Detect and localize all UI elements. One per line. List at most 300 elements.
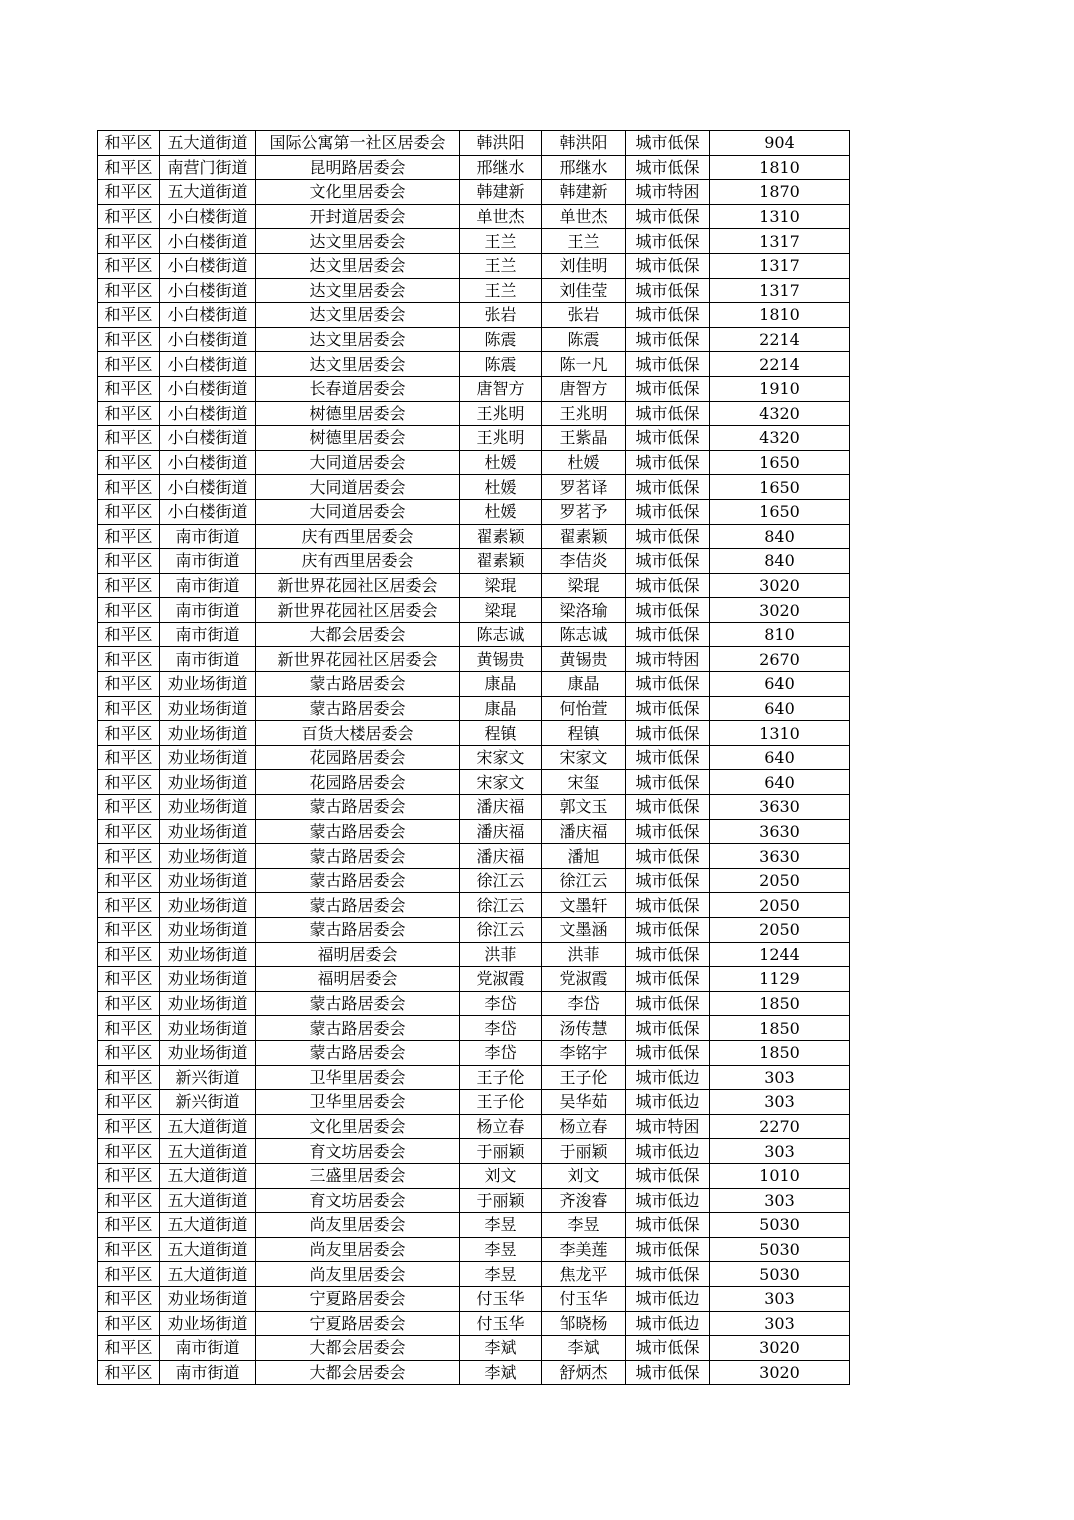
street-cell: 劝业场街道 [160, 991, 256, 1016]
committee-cell: 新世界花园社区居委会 [256, 598, 460, 623]
committee-cell: 达文里居委会 [256, 253, 460, 278]
category-cell: 城市低边 [626, 1090, 710, 1115]
committee-cell: 达文里居委会 [256, 229, 460, 254]
committee-cell: 达文里居委会 [256, 278, 460, 303]
category-cell: 城市低保 [626, 868, 710, 893]
district-cell: 和平区 [98, 426, 160, 451]
committee-cell: 达文里居委会 [256, 352, 460, 377]
table-row [98, 1040, 850, 1065]
category-cell: 城市低保 [626, 229, 710, 254]
member-cell: 王兆明 [542, 401, 626, 426]
category-cell: 城市低保 [626, 598, 710, 623]
member-cell: 康晶 [542, 672, 626, 697]
category-cell: 城市低保 [626, 499, 710, 524]
committee-cell: 新世界花园社区居委会 [256, 573, 460, 598]
amount-cell: 1310 [710, 204, 850, 229]
committee-cell: 昆明路居委会 [256, 155, 460, 180]
committee-cell: 新世界花园社区居委会 [256, 647, 460, 672]
table-row [98, 918, 850, 943]
amount-cell: 810 [710, 622, 850, 647]
records-table [97, 130, 850, 1385]
district-cell: 和平区 [98, 204, 160, 229]
applicant-cell: 于丽颖 [460, 1188, 542, 1213]
table-row [98, 229, 850, 254]
applicant-cell: 杜媛 [460, 450, 542, 475]
amount-cell: 303 [710, 1065, 850, 1090]
committee-cell: 长春道居委会 [256, 376, 460, 401]
applicant-cell: 李岱 [460, 1016, 542, 1041]
district-cell: 和平区 [98, 1237, 160, 1262]
district-cell: 和平区 [98, 1040, 160, 1065]
district-cell: 和平区 [98, 303, 160, 328]
street-cell: 劝业场街道 [160, 770, 256, 795]
table-row [98, 278, 850, 303]
amount-cell: 1317 [710, 229, 850, 254]
street-cell: 劝业场街道 [160, 1286, 256, 1311]
applicant-cell: 付玉华 [460, 1311, 542, 1336]
amount-cell: 1650 [710, 475, 850, 500]
category-cell: 城市低保 [626, 573, 710, 598]
street-cell: 劝业场街道 [160, 967, 256, 992]
table-row [98, 155, 850, 180]
amount-cell: 2270 [710, 1114, 850, 1139]
table-row [98, 426, 850, 451]
street-cell: 劝业场街道 [160, 721, 256, 746]
category-cell: 城市低保 [626, 819, 710, 844]
street-cell: 劝业场街道 [160, 1016, 256, 1041]
table-row [98, 721, 850, 746]
amount-cell: 1317 [710, 278, 850, 303]
committee-cell: 育文坊居委会 [256, 1188, 460, 1213]
amount-cell: 3020 [710, 598, 850, 623]
amount-cell: 3020 [710, 1336, 850, 1361]
committee-cell: 树德里居委会 [256, 426, 460, 451]
member-cell: 韩建新 [542, 180, 626, 205]
applicant-cell: 潘庆福 [460, 844, 542, 869]
table-body [98, 131, 850, 1385]
district-cell: 和平区 [98, 696, 160, 721]
table-row [98, 1139, 850, 1164]
amount-cell: 640 [710, 770, 850, 795]
district-cell: 和平区 [98, 967, 160, 992]
table-row [98, 1286, 850, 1311]
amount-cell: 1910 [710, 376, 850, 401]
member-cell: 吴华茹 [542, 1090, 626, 1115]
amount-cell: 1010 [710, 1163, 850, 1188]
category-cell: 城市低保 [626, 1336, 710, 1361]
applicant-cell: 王兰 [460, 253, 542, 278]
applicant-cell: 梁琨 [460, 573, 542, 598]
applicant-cell: 洪菲 [460, 942, 542, 967]
street-cell: 新兴街道 [160, 1090, 256, 1115]
member-cell: 于丽颖 [542, 1139, 626, 1164]
street-cell: 新兴街道 [160, 1065, 256, 1090]
committee-cell: 宁夏路居委会 [256, 1286, 460, 1311]
applicant-cell: 李斌 [460, 1360, 542, 1385]
street-cell: 劝业场街道 [160, 819, 256, 844]
table-row [98, 696, 850, 721]
street-cell: 小白楼街道 [160, 253, 256, 278]
member-cell: 罗茗译 [542, 475, 626, 500]
applicant-cell: 李斌 [460, 1336, 542, 1361]
table-row [98, 647, 850, 672]
member-cell: 文墨涵 [542, 918, 626, 943]
category-cell: 城市低保 [626, 1262, 710, 1287]
district-cell: 和平区 [98, 1016, 160, 1041]
applicant-cell: 宋家文 [460, 745, 542, 770]
table-row [98, 352, 850, 377]
street-cell: 劝业场街道 [160, 795, 256, 820]
committee-cell: 蒙古路居委会 [256, 844, 460, 869]
amount-cell: 640 [710, 745, 850, 770]
district-cell: 和平区 [98, 672, 160, 697]
table-row [98, 131, 850, 156]
amount-cell: 1650 [710, 450, 850, 475]
category-cell: 城市低保 [626, 549, 710, 574]
street-cell: 劝业场街道 [160, 893, 256, 918]
street-cell: 小白楼街道 [160, 475, 256, 500]
table-row [98, 1237, 850, 1262]
member-cell: 单世杰 [542, 204, 626, 229]
applicant-cell: 党淑霞 [460, 967, 542, 992]
committee-cell: 达文里居委会 [256, 327, 460, 352]
member-cell: 洪菲 [542, 942, 626, 967]
member-cell: 刘佳莹 [542, 278, 626, 303]
street-cell: 小白楼街道 [160, 229, 256, 254]
committee-cell: 大都会居委会 [256, 1360, 460, 1385]
amount-cell: 4320 [710, 426, 850, 451]
street-cell: 南市街道 [160, 549, 256, 574]
table-row [98, 1163, 850, 1188]
street-cell: 南市街道 [160, 647, 256, 672]
category-cell: 城市低保 [626, 204, 710, 229]
member-cell: 韩洪阳 [542, 131, 626, 156]
table-row [98, 253, 850, 278]
committee-cell: 大都会居委会 [256, 1336, 460, 1361]
applicant-cell: 王子伦 [460, 1065, 542, 1090]
applicant-cell: 付玉华 [460, 1286, 542, 1311]
amount-cell: 3630 [710, 844, 850, 869]
committee-cell: 蒙古路居委会 [256, 672, 460, 697]
member-cell: 汤传慧 [542, 1016, 626, 1041]
applicant-cell: 潘庆福 [460, 795, 542, 820]
applicant-cell: 徐江云 [460, 868, 542, 893]
district-cell: 和平区 [98, 573, 160, 598]
street-cell: 小白楼街道 [160, 499, 256, 524]
district-cell: 和平区 [98, 868, 160, 893]
category-cell: 城市低保 [626, 524, 710, 549]
committee-cell: 福明居委会 [256, 967, 460, 992]
category-cell: 城市低保 [626, 1016, 710, 1041]
street-cell: 五大道街道 [160, 1188, 256, 1213]
table-row [98, 991, 850, 1016]
table-row [98, 1336, 850, 1361]
amount-cell: 1310 [710, 721, 850, 746]
applicant-cell: 单世杰 [460, 204, 542, 229]
table-row [98, 622, 850, 647]
district-cell: 和平区 [98, 1065, 160, 1090]
member-cell: 郭文玉 [542, 795, 626, 820]
street-cell: 五大道街道 [160, 1213, 256, 1238]
category-cell: 城市低保 [626, 376, 710, 401]
member-cell: 唐智方 [542, 376, 626, 401]
district-cell: 和平区 [98, 844, 160, 869]
street-cell: 劝业场街道 [160, 1311, 256, 1336]
table-row [98, 819, 850, 844]
committee-cell: 育文坊居委会 [256, 1139, 460, 1164]
table-row [98, 1114, 850, 1139]
category-cell: 城市低保 [626, 795, 710, 820]
member-cell: 宋玺 [542, 770, 626, 795]
member-cell: 陈震 [542, 327, 626, 352]
district-cell: 和平区 [98, 180, 160, 205]
member-cell: 焦龙平 [542, 1262, 626, 1287]
table-row [98, 376, 850, 401]
committee-cell: 蒙古路居委会 [256, 868, 460, 893]
applicant-cell: 王子伦 [460, 1090, 542, 1115]
category-cell: 城市低保 [626, 918, 710, 943]
table-row [98, 942, 850, 967]
category-cell: 城市低保 [626, 475, 710, 500]
table-row [98, 844, 850, 869]
applicant-cell: 徐江云 [460, 918, 542, 943]
table-row [98, 450, 850, 475]
district-cell: 和平区 [98, 352, 160, 377]
category-cell: 城市低保 [626, 253, 710, 278]
street-cell: 劝业场街道 [160, 942, 256, 967]
committee-cell: 尚友里居委会 [256, 1213, 460, 1238]
amount-cell: 5030 [710, 1213, 850, 1238]
category-cell: 城市低保 [626, 303, 710, 328]
category-cell: 城市低保 [626, 327, 710, 352]
amount-cell: 5030 [710, 1237, 850, 1262]
applicant-cell: 潘庆福 [460, 819, 542, 844]
member-cell: 宋家文 [542, 745, 626, 770]
category-cell: 城市低保 [626, 1213, 710, 1238]
member-cell: 李美莲 [542, 1237, 626, 1262]
committee-cell: 大同道居委会 [256, 475, 460, 500]
category-cell: 城市低边 [626, 1286, 710, 1311]
member-cell: 杨立春 [542, 1114, 626, 1139]
applicant-cell: 韩建新 [460, 180, 542, 205]
district-cell: 和平区 [98, 893, 160, 918]
member-cell: 付玉华 [542, 1286, 626, 1311]
committee-cell: 庆有西里居委会 [256, 549, 460, 574]
applicant-cell: 陈震 [460, 327, 542, 352]
street-cell: 五大道街道 [160, 1237, 256, 1262]
district-cell: 和平区 [98, 721, 160, 746]
applicant-cell: 康晶 [460, 672, 542, 697]
committee-cell: 百货大楼居委会 [256, 721, 460, 746]
category-cell: 城市低保 [626, 622, 710, 647]
committee-cell: 蒙古路居委会 [256, 819, 460, 844]
table-row [98, 1090, 850, 1115]
amount-cell: 640 [710, 696, 850, 721]
committee-cell: 蒙古路居委会 [256, 991, 460, 1016]
street-cell: 劝业场街道 [160, 868, 256, 893]
amount-cell: 3630 [710, 819, 850, 844]
member-cell: 王紫晶 [542, 426, 626, 451]
district-cell: 和平区 [98, 598, 160, 623]
member-cell: 张岩 [542, 303, 626, 328]
applicant-cell: 张岩 [460, 303, 542, 328]
district-cell: 和平区 [98, 499, 160, 524]
district-cell: 和平区 [98, 376, 160, 401]
district-cell: 和平区 [98, 745, 160, 770]
amount-cell: 303 [710, 1188, 850, 1213]
street-cell: 南市街道 [160, 573, 256, 598]
applicant-cell: 李岱 [460, 1040, 542, 1065]
category-cell: 城市低保 [626, 745, 710, 770]
street-cell: 小白楼街道 [160, 376, 256, 401]
amount-cell: 2670 [710, 647, 850, 672]
amount-cell: 1850 [710, 1016, 850, 1041]
member-cell: 李斌 [542, 1336, 626, 1361]
table-row [98, 499, 850, 524]
applicant-cell: 杜媛 [460, 475, 542, 500]
district-cell: 和平区 [98, 549, 160, 574]
amount-cell: 1810 [710, 155, 850, 180]
applicant-cell: 李昱 [460, 1237, 542, 1262]
applicant-cell: 邢继水 [460, 155, 542, 180]
table-row [98, 1262, 850, 1287]
category-cell: 城市低保 [626, 401, 710, 426]
amount-cell: 1317 [710, 253, 850, 278]
applicant-cell: 李昱 [460, 1213, 542, 1238]
applicant-cell: 王兰 [460, 229, 542, 254]
amount-cell: 3020 [710, 573, 850, 598]
table-row [98, 745, 850, 770]
amount-cell: 1850 [710, 1040, 850, 1065]
table-row [98, 204, 850, 229]
committee-cell: 大同道居委会 [256, 450, 460, 475]
category-cell: 城市低保 [626, 450, 710, 475]
committee-cell: 尚友里居委会 [256, 1262, 460, 1287]
amount-cell: 303 [710, 1139, 850, 1164]
table-row [98, 303, 850, 328]
street-cell: 南营门街道 [160, 155, 256, 180]
amount-cell: 1850 [710, 991, 850, 1016]
table-row [98, 327, 850, 352]
member-cell: 杜媛 [542, 450, 626, 475]
member-cell: 徐江云 [542, 868, 626, 893]
table-row [98, 1311, 850, 1336]
district-cell: 和平区 [98, 770, 160, 795]
committee-cell: 蒙古路居委会 [256, 696, 460, 721]
committee-cell: 福明居委会 [256, 942, 460, 967]
amount-cell: 1870 [710, 180, 850, 205]
committee-cell: 三盛里居委会 [256, 1163, 460, 1188]
applicant-cell: 刘文 [460, 1163, 542, 1188]
street-cell: 南市街道 [160, 1336, 256, 1361]
category-cell: 城市低保 [626, 721, 710, 746]
category-cell: 城市低保 [626, 1040, 710, 1065]
district-cell: 和平区 [98, 1114, 160, 1139]
street-cell: 小白楼街道 [160, 278, 256, 303]
district-cell: 和平区 [98, 131, 160, 156]
applicant-cell: 李昱 [460, 1262, 542, 1287]
member-cell: 李佶炎 [542, 549, 626, 574]
amount-cell: 3630 [710, 795, 850, 820]
table-row [98, 770, 850, 795]
district-cell: 和平区 [98, 1213, 160, 1238]
committee-cell: 国际公寓第一社区居委会 [256, 131, 460, 156]
category-cell: 城市特困 [626, 180, 710, 205]
applicant-cell: 韩洪阳 [460, 131, 542, 156]
street-cell: 南市街道 [160, 524, 256, 549]
applicant-cell: 陈震 [460, 352, 542, 377]
street-cell: 南市街道 [160, 622, 256, 647]
street-cell: 小白楼街道 [160, 426, 256, 451]
district-cell: 和平区 [98, 1188, 160, 1213]
amount-cell: 2050 [710, 868, 850, 893]
category-cell: 城市低保 [626, 1237, 710, 1262]
amount-cell: 1650 [710, 499, 850, 524]
member-cell: 邢继水 [542, 155, 626, 180]
table-row [98, 475, 850, 500]
category-cell: 城市低边 [626, 1139, 710, 1164]
district-cell: 和平区 [98, 278, 160, 303]
category-cell: 城市低保 [626, 672, 710, 697]
amount-cell: 303 [710, 1286, 850, 1311]
applicant-cell: 杨立春 [460, 1114, 542, 1139]
member-cell: 邹晓杨 [542, 1311, 626, 1336]
street-cell: 南市街道 [160, 1360, 256, 1385]
member-cell: 翟素颖 [542, 524, 626, 549]
category-cell: 城市特困 [626, 647, 710, 672]
street-cell: 南市街道 [160, 598, 256, 623]
member-cell: 潘旭 [542, 844, 626, 869]
amount-cell: 1244 [710, 942, 850, 967]
committee-cell: 蒙古路居委会 [256, 918, 460, 943]
committee-cell: 开封道居委会 [256, 204, 460, 229]
committee-cell: 文化里居委会 [256, 180, 460, 205]
district-cell: 和平区 [98, 450, 160, 475]
applicant-cell: 翟素颖 [460, 524, 542, 549]
amount-cell: 4320 [710, 401, 850, 426]
amount-cell: 1129 [710, 967, 850, 992]
applicant-cell: 杜媛 [460, 499, 542, 524]
category-cell: 城市低边 [626, 1188, 710, 1213]
applicant-cell: 王兆明 [460, 426, 542, 451]
street-cell: 小白楼街道 [160, 450, 256, 475]
committee-cell: 文化里居委会 [256, 1114, 460, 1139]
table-row [98, 893, 850, 918]
district-cell: 和平区 [98, 1262, 160, 1287]
district-cell: 和平区 [98, 1090, 160, 1115]
category-cell: 城市低保 [626, 893, 710, 918]
committee-cell: 树德里居委会 [256, 401, 460, 426]
street-cell: 小白楼街道 [160, 352, 256, 377]
table-row [98, 1360, 850, 1385]
member-cell: 李岱 [542, 991, 626, 1016]
table-row [98, 1065, 850, 1090]
district-cell: 和平区 [98, 327, 160, 352]
member-cell: 王兰 [542, 229, 626, 254]
applicant-cell: 黄锡贵 [460, 647, 542, 672]
category-cell: 城市低保 [626, 278, 710, 303]
street-cell: 劝业场街道 [160, 1040, 256, 1065]
member-cell: 梁琨 [542, 573, 626, 598]
district-cell: 和平区 [98, 229, 160, 254]
district-cell: 和平区 [98, 819, 160, 844]
district-cell: 和平区 [98, 253, 160, 278]
member-cell: 梁洛瑜 [542, 598, 626, 623]
street-cell: 小白楼街道 [160, 204, 256, 229]
district-cell: 和平区 [98, 622, 160, 647]
category-cell: 城市低保 [626, 426, 710, 451]
category-cell: 城市低保 [626, 155, 710, 180]
